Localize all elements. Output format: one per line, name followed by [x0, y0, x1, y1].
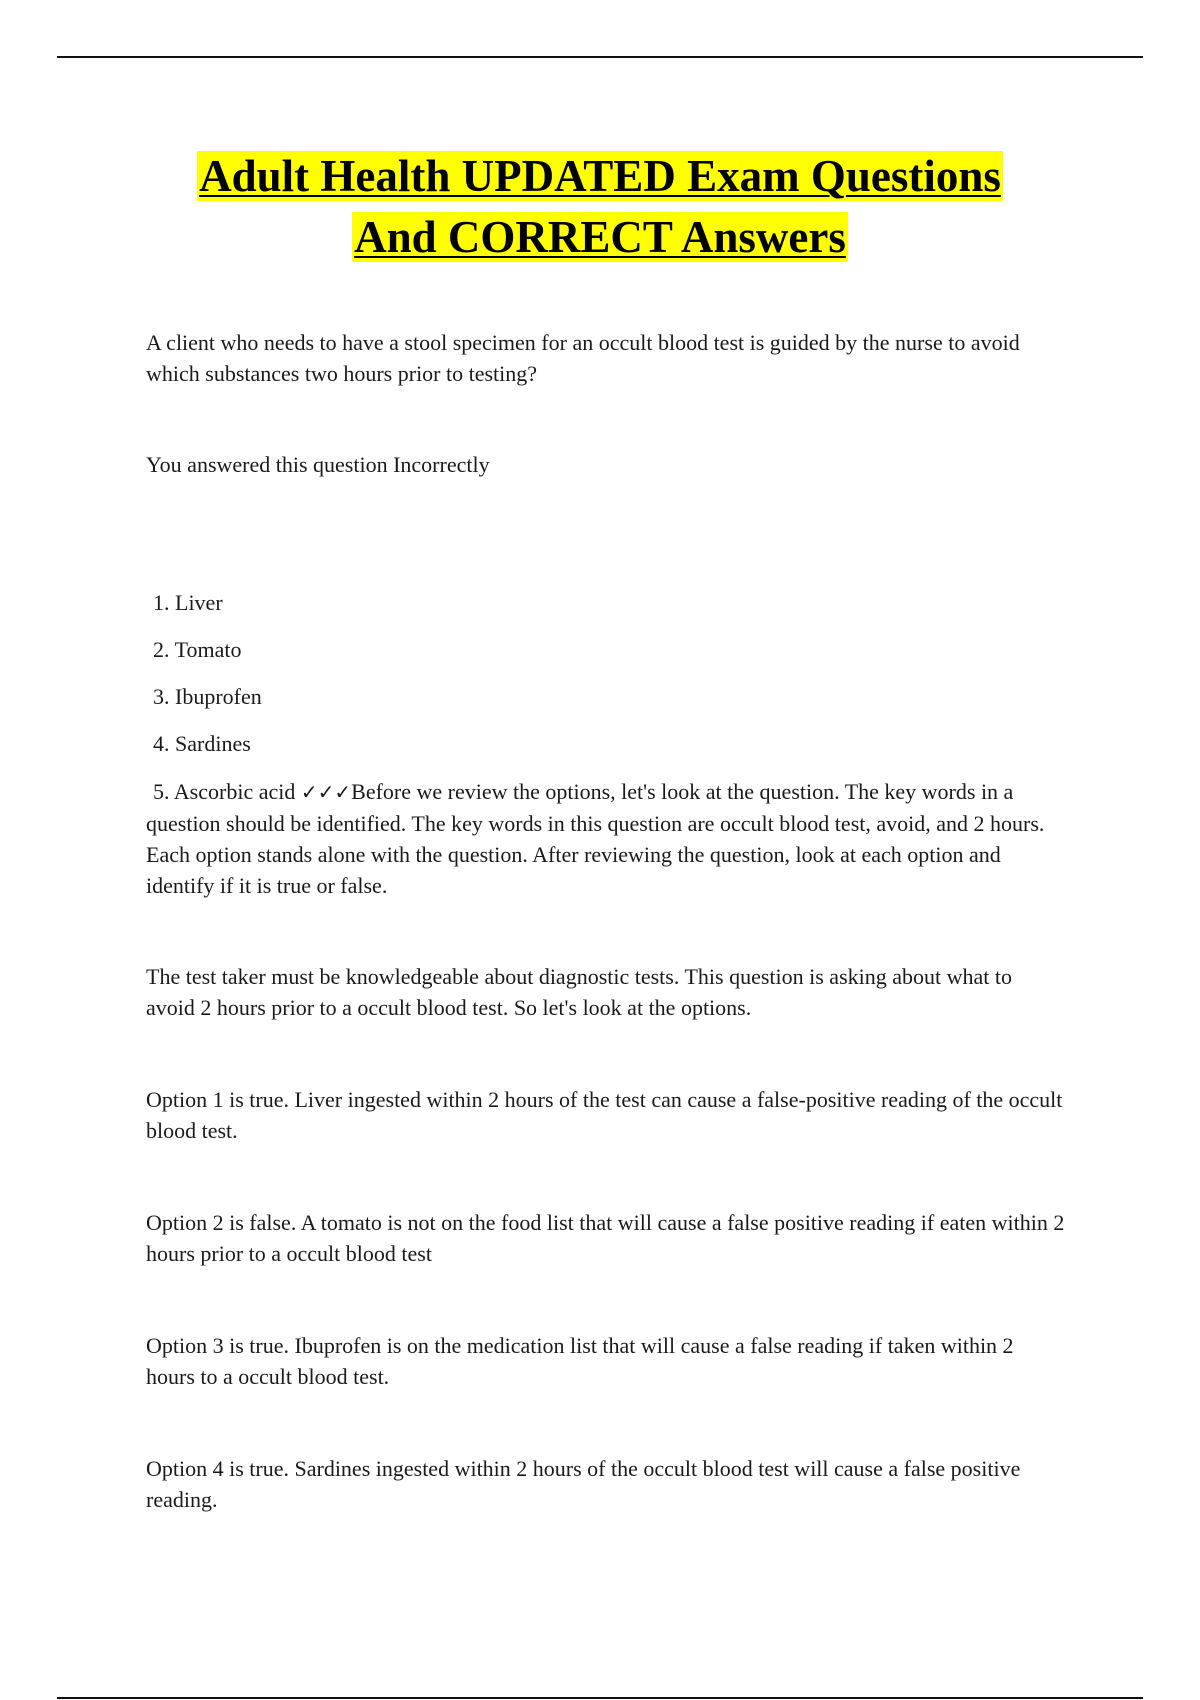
option-item: 4. Sardines [153, 731, 251, 756]
option-1-explanation: Option 1 is true. Liver ingested within 2 hours of the test can cause a false-positive reading of the occult blood test. [146, 1087, 1063, 1143]
option-item: 3. Ibuprofen [153, 684, 262, 709]
explanation-paragraph: The test taker must be knowledgeable about diagnostic tests. This question is asking about what to avoid 2 hours prior to a occult blood test. So let's look at the options. [146, 964, 1012, 1020]
top-rule [57, 56, 1143, 58]
option-2-explanation: Option 2 is false. A tomato is not on the food list that will cause a false positive reading if eaten within 2 hours prior to a occult blood test [146, 1210, 1065, 1266]
answer-status: You answered this question Incorrectly [146, 452, 490, 477]
option-5-rationale: Before we review the options, let's look at the question. The key words in a question should be identified. The key words in this question are occult blood test, avoid, and 2 hours. Each option stands alone with the question. After reviewing the question, look at each option and identify if it is true or false. [146, 779, 1045, 898]
document-title [0, 146, 1200, 268]
bottom-rule [57, 1697, 1143, 1699]
answer-options [146, 587, 1066, 775]
option-3-explanation: Option 3 is true. Ibuprofen is on the medication list that will cause a false reading if taken within 2 hours to a occult blood test. [146, 1333, 1014, 1389]
question-text: A client who needs to have a stool specimen for an occult blood test is guided by the nurse to avoid which substances two hours prior to testing? [146, 330, 1020, 386]
option-item: 2. Tomato [153, 637, 242, 662]
title-line-1: Adult Health UPDATED Exam Questions [199, 151, 1001, 201]
option-item: 1. Liver [153, 590, 223, 615]
option-5-label: 5. Ascorbic acid [153, 779, 301, 804]
checkmark-icon: ✓✓✓ [300, 780, 352, 804]
title-line-2: And CORRECT Answers [354, 212, 846, 262]
option-4-explanation: Option 4 is true. Sardines ingested within 2 hours of the occult blood test will cause a false positive reading. [146, 1456, 1021, 1512]
option-5-with-rationale [146, 776, 1066, 901]
